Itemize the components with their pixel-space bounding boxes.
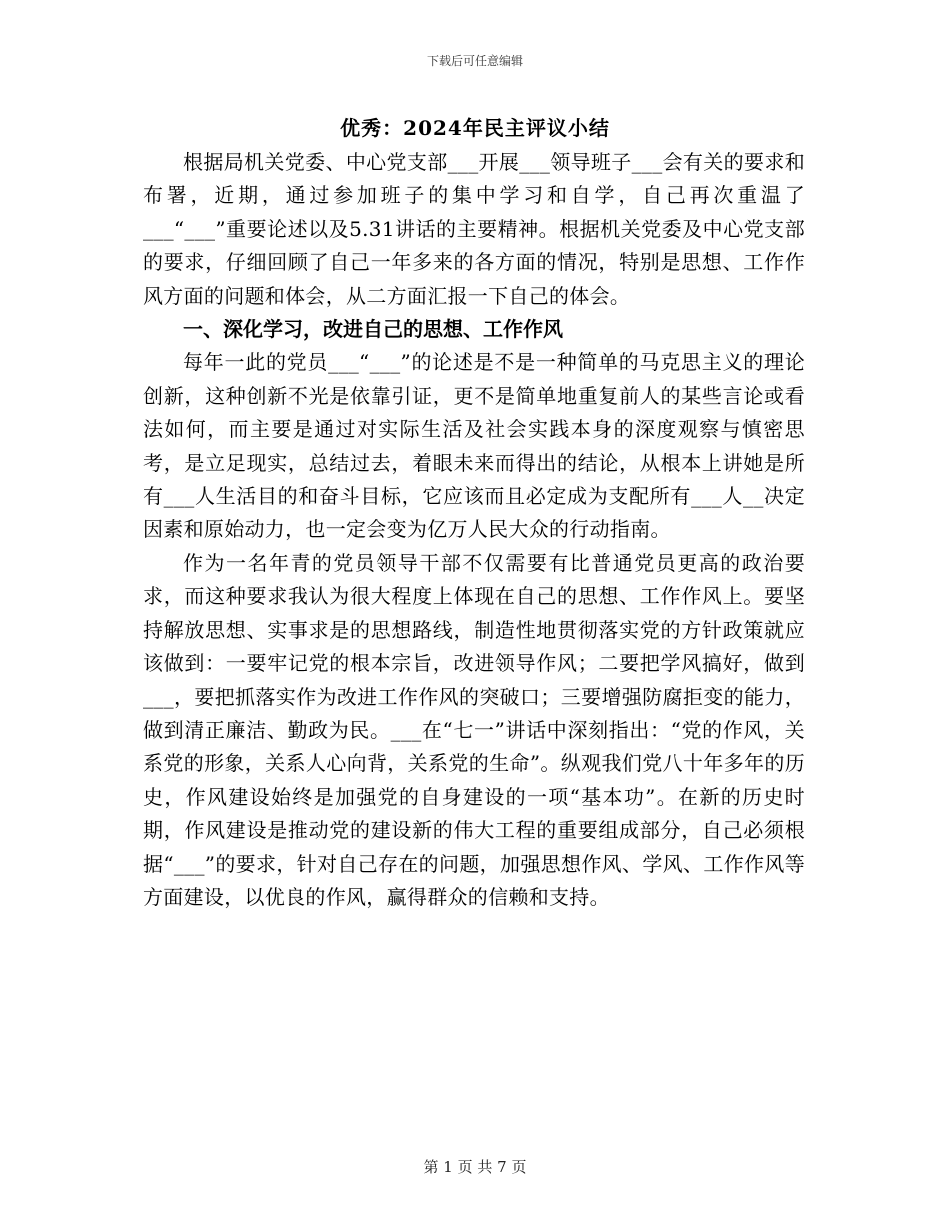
section-heading: 一、深化学习，改进自己的思想、工作作风 [183,317,563,342]
document-body [143,146,805,914]
page-number: 第 1 页 共 7 页 [423,1158,527,1176]
intro-paragraph: 根据局机关党委、中心党支部___开展___领导班子___会有关的要求和布署，近期，通过参加班子的集中学习和自学，自己再次重温了___“___”重要论述以及5.31讲话的主要精神。根据机关党委及中心党支部的要求，仔细回顾了自己一年多来的各方面的情况，特别是思想、工作作风方面的问题和体会，从二方面汇报一下自己的体会。 [143,150,805,308]
body-paragraph: 作为一名年青的党员领导干部不仅需要有比普通党员更高的政治要求，而这种要求我认为很大程度上体现在自己的思想、工作作风上。要坚持解放思想、实事求是的思想路线，制造性地贯彻落实党的方针政策就应该做到：一要牢记党的根本宗旨，改进领导作风；二要把学风搞好，做到___，要把抓落实作为改进工作作风的突破口；三要增强防腐拒变的能力，做到清正廉洁、勤政为民。___在“七一”讲话中深刻指出：“党的作风，关系党的形象，关系人心向背，关系党的生命”。纵观我们党八十年多年的历史，作风建设始终是加强党的自身建设的一项“基本功”。在新的历史时期，作风建设是推动党的建设新的伟大工程的重要组成部分，自己必须根据“___”的要求，针对自己存在的问题，加强思想作风、学风、工作作风等方面建设，以优良的作风，赢得群众的信赖和支持。 [143,550,805,909]
document-title: 优秀：2024年民主评议小结 [340,116,610,140]
body-paragraph: 每年一此的党员___“___”的论述是不是一种简单的马克思主义的理论创新，这种创新不光是依靠引证，更不是简单地重复前人的某些言论或看法如何，而主要是通过对实际生活及社会实践本身的深度观察与慎密思考，是立足现实，总结过去，着眼未来而得出的结论，从根本上讲她是所有___人生活目的和奋斗目标，它应该而且必定成为支配所有___人__决定因素和原始动力，也一定会变为亿万人民大众的行动指南。 [143,350,805,542]
download-note: 下载后可任意编辑 [426,54,523,68]
